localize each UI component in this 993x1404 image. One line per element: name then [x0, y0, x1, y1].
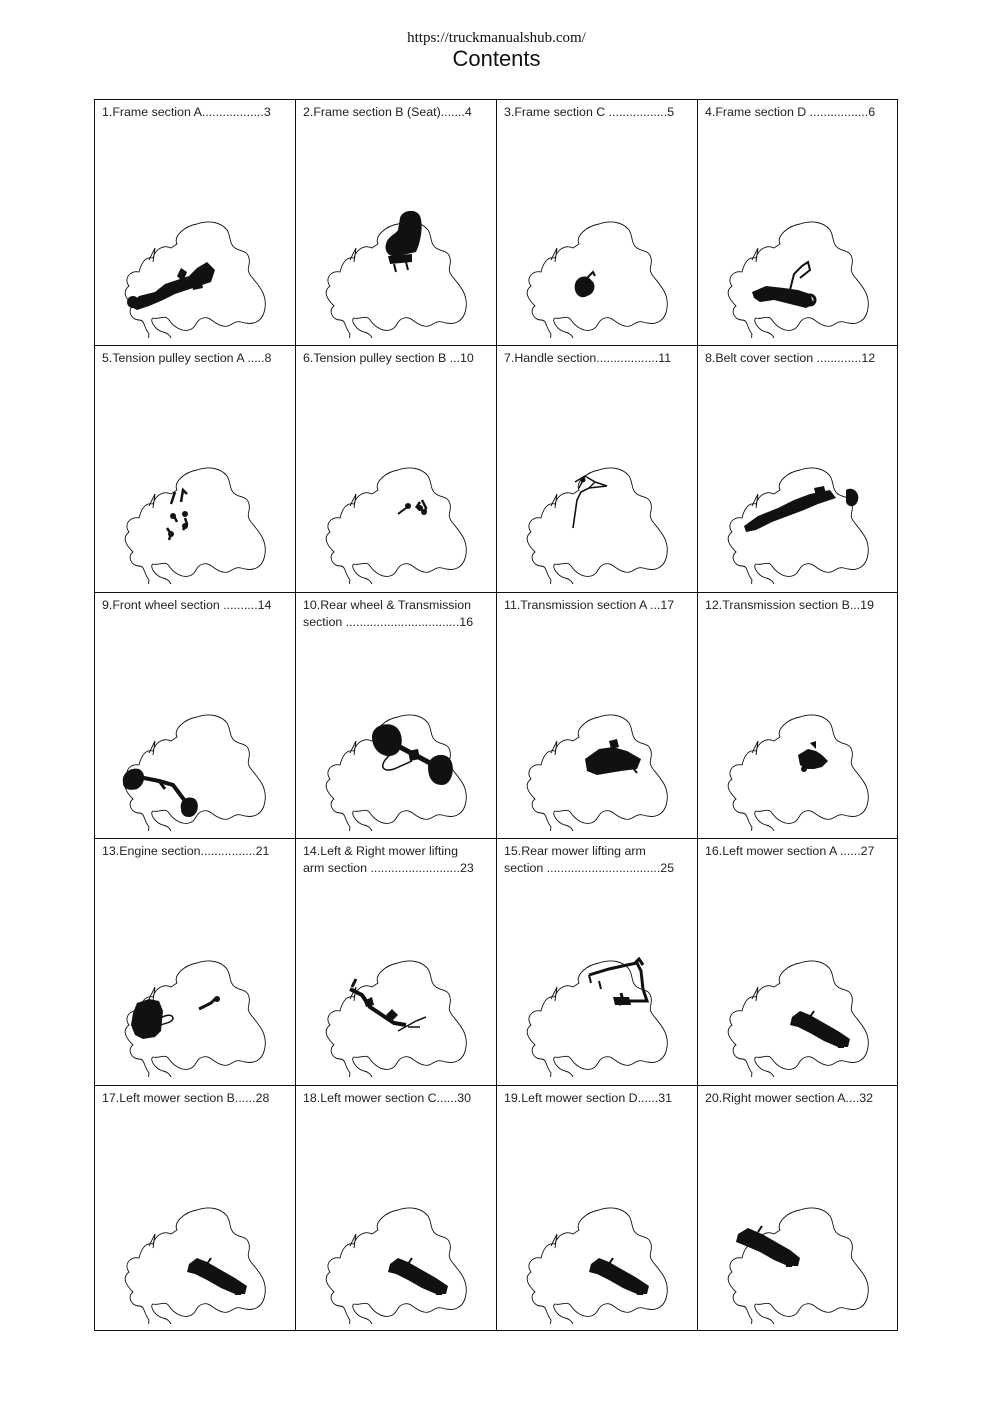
mower-diagram-thumbnail — [115, 442, 275, 584]
entry-label: 17.Left mower section B......28 — [102, 1090, 270, 1105]
entry-label: 20.Right mower section A....32 — [705, 1090, 874, 1105]
mower-diagram-thumbnail — [115, 935, 275, 1077]
mower-diagram-thumbnail — [718, 442, 878, 584]
mower-diagram-thumbnail — [517, 935, 677, 1077]
contents-entry[interactable] — [94, 345, 295, 591]
mower-diagram-thumbnail — [115, 689, 275, 831]
contents-entry[interactable] — [496, 838, 697, 1084]
mower-diagram-thumbnail — [718, 689, 878, 831]
entry-label: 10.Rear wheel & Transmission section .................................16 — [303, 597, 474, 629]
contents-entry[interactable] — [94, 1085, 295, 1331]
entry-label: 6.Tension pulley section B ...10 — [303, 351, 474, 366]
mower-diagram-thumbnail — [718, 196, 878, 338]
mower-diagram-thumbnail — [517, 689, 677, 831]
mower-diagram-thumbnail — [718, 1182, 878, 1324]
contents-entry[interactable] — [697, 838, 898, 1084]
mower-diagram-thumbnail — [316, 935, 476, 1077]
contents-entry[interactable] — [697, 99, 898, 345]
entry-label: 11.Transmission section A ...17 — [504, 597, 675, 612]
mower-diagram-thumbnail — [718, 935, 878, 1077]
contents-entry[interactable] — [496, 592, 697, 838]
contents-entry[interactable] — [295, 838, 496, 1084]
mower-diagram-thumbnail — [316, 1182, 476, 1324]
entry-label: 13.Engine section................21 — [102, 844, 270, 859]
contents-entry[interactable] — [496, 1085, 697, 1331]
mower-diagram-thumbnail — [115, 1182, 275, 1324]
contents-entry[interactable] — [295, 345, 496, 591]
mower-diagram-thumbnail — [115, 196, 275, 338]
entry-label: 1.Frame section A..................3 — [102, 105, 271, 119]
entry-label: 19.Left mower section D......31 — [504, 1090, 673, 1105]
mower-diagram-thumbnail — [316, 689, 476, 831]
contents-entry[interactable] — [697, 345, 898, 591]
entry-label: 18.Left mower section C......30 — [303, 1090, 472, 1105]
contents-entry[interactable] — [295, 99, 496, 345]
contents-entry[interactable] — [496, 345, 697, 591]
entry-label: 16.Left mower section A ......27 — [705, 844, 875, 859]
mower-diagram-thumbnail — [316, 196, 476, 338]
entry-label: 9.Front wheel section ..........14 — [102, 597, 272, 612]
entry-label: 8.Belt cover section .............12 — [705, 351, 876, 366]
contents-entry[interactable] — [697, 592, 898, 838]
mower-diagram-thumbnail — [517, 1182, 677, 1324]
mower-diagram-thumbnail — [517, 442, 677, 584]
entry-label: 12.Transmission section B...19 — [705, 597, 874, 612]
contents-entry[interactable] — [94, 838, 295, 1084]
contents-entry[interactable] — [94, 99, 295, 345]
entry-label: 7.Handle section..................11 — [504, 351, 672, 366]
contents-entry[interactable] — [94, 592, 295, 838]
entry-label: 5.Tension pulley section A .....8 — [102, 351, 272, 366]
entry-label: 4.Frame section D .................6 — [705, 105, 876, 119]
mower-diagram-thumbnail — [517, 196, 677, 338]
entry-label: 15.Rear mower lifting arm section .................................25 — [504, 844, 675, 876]
contents-entry[interactable] — [496, 99, 697, 345]
entry-label: 3.Frame section C .................5 — [504, 105, 675, 119]
mower-diagram-thumbnail — [316, 442, 476, 584]
entry-label: 14.Left & Right mower lifting arm section ..........................23 — [303, 844, 474, 876]
page-title: Contents — [452, 46, 541, 71]
contents-entry[interactable] — [295, 592, 496, 838]
source-url: https://truckmanualshub.com/ — [407, 30, 586, 46]
contents-entry[interactable] — [295, 1085, 496, 1331]
entry-label: 2.Frame section B (Seat).......4 — [303, 105, 472, 119]
contents-grid — [94, 99, 898, 1331]
contents-entry[interactable] — [697, 1085, 898, 1331]
